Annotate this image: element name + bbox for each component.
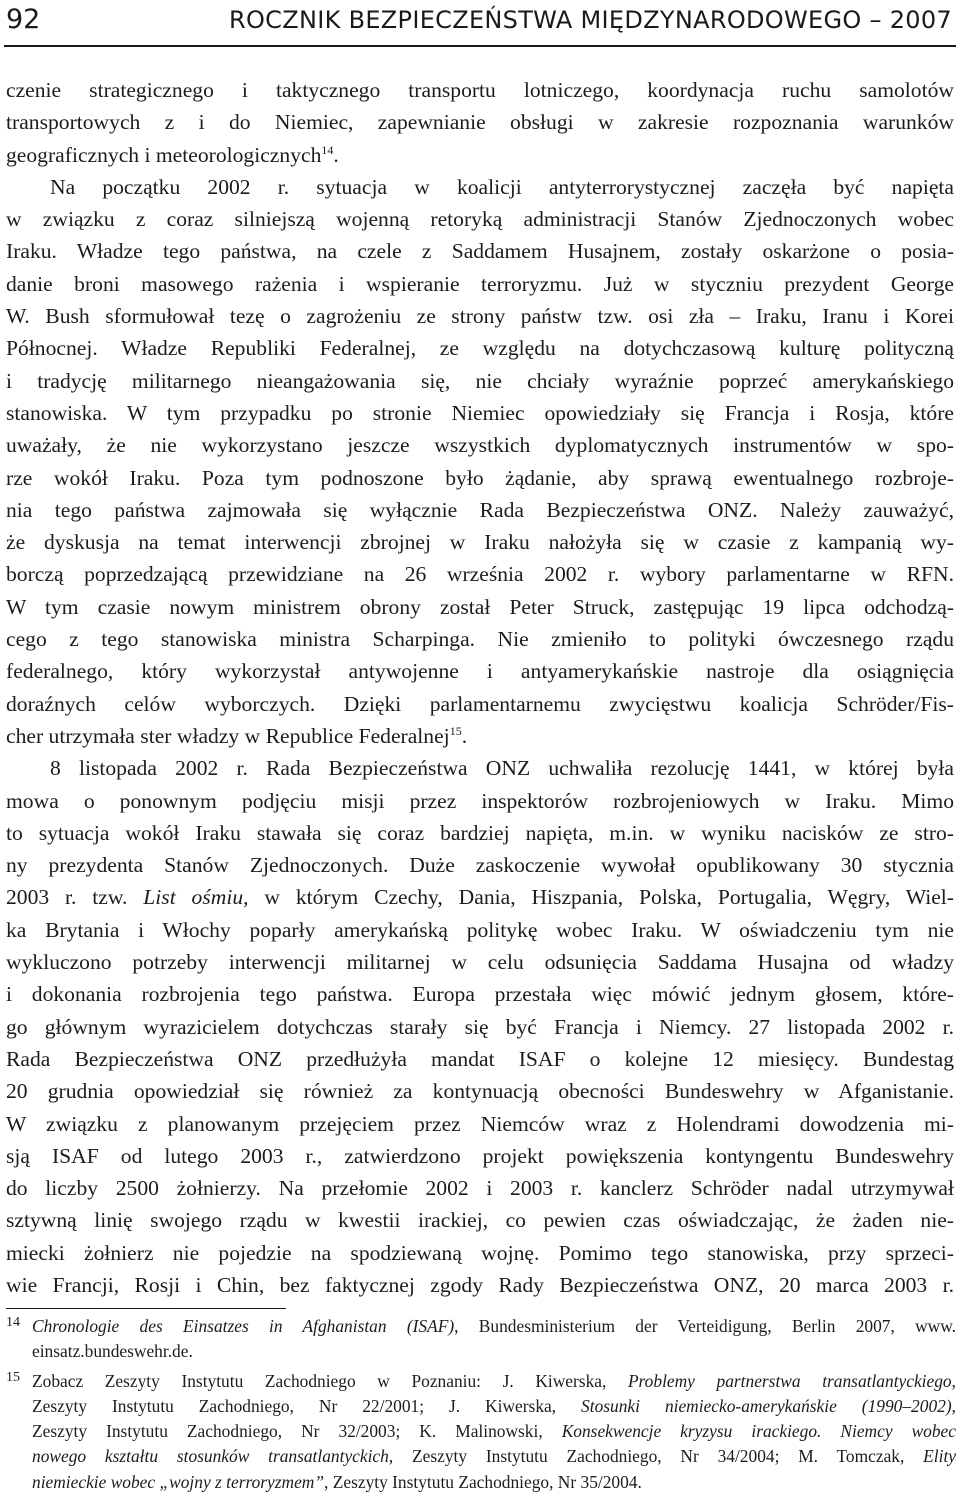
text-line: cher utrzymała ster władzy w Republice Federalnej$^{15}$. bbox=[6, 723, 468, 748]
text-line: W. Bush sformułował tezę o zagrożeniu ze strony państw tzw. osi zła – Iraku, Iranu i Korei bbox=[6, 304, 954, 329]
text-line: cego z tego stanowiska ministra Scharpinga. Nie zmieniło to polityki ówczesnego rządu bbox=[6, 627, 954, 652]
text-line: że dyskusja na temat interwencji zbrojnej w Iraku nałożyła się w czasie z kampanią wy- bbox=[6, 530, 954, 555]
running-title: ROCZNIK BEZPIECZEŃSTWA MIĘDZYNARODOWEGO – 2007 bbox=[229, 6, 952, 34]
page-number: 92 bbox=[6, 4, 41, 35]
footnote-line: Chronologie des Einsatzes in Afghanistan (ISAF), Bundesministerium der Verteidigung, Berlin 2007, www. bbox=[32, 1316, 957, 1336]
text-line: czenie strategicznego i taktycznego transportu lotniczego, koordynacja ruchu samolotów bbox=[6, 78, 954, 102]
text-line: Rada Bezpieczeństwa ONZ przedłużyła mandat ISAF o kolejne 12 miesięcy. Bundestag bbox=[6, 1046, 954, 1071]
footnote-ref-15[interactable]: 15 bbox=[449, 723, 462, 738]
text-line: danie broni masowego rażenia i wspieranie terroryzmu. Już w styczniu prezydent George bbox=[6, 271, 954, 296]
footnote-line: Zobacz Zeszyty Instytutu Zachodniego w Poznaniu: J. Kiwerska, Problemy partnerstwa transatlantyckiego, bbox=[32, 1370, 956, 1391]
text-line: wykluczono potrzeby interwencji militarnej w celu odsunięcia Saddama Husajna od władzy bbox=[6, 950, 954, 975]
text-line: borczą poprzedzającą przewidziane na 26 września 2002 r. wybory parlamentarne w RFN. bbox=[6, 562, 954, 587]
text-line: go głównym wyrazicielem dotychczas starały się być Francja i Niemcy. 27 listopada 2002 r. bbox=[6, 1014, 954, 1039]
footnote-line: niemieckie wobec „wojny z terroryzmem”, Zeszyty Instytutu Zachodniego, Nr 35/2004. bbox=[32, 1471, 642, 1492]
footnote-line: Zeszyty Instytutu Zachodniego, Nr 22/2001; J. Kiwerska, Stosunki niemiecko-amerykańskie (1990–2002), bbox=[32, 1395, 956, 1416]
footnote-15 bbox=[6, 1369, 956, 1495]
text-line: federalnego, który wykorzystał antywojenne i antyamerykańskie nastroje dla osiągnięcia bbox=[6, 659, 954, 684]
text-line: rze wokół Iraku. Poza tym podnoszone było żądanie, aby sprawą ewentualnego rozbroje- bbox=[6, 465, 954, 490]
body-text bbox=[6, 74, 954, 1301]
text-line: W tym czasie nowym ministrem obrony został Peter Struck, zastępując 19 lipca odchodzą- bbox=[6, 594, 954, 619]
text-line: Iraku. Władze tego państwa, na czele z Saddamem Husajnem, zostały oskarżone o posia- bbox=[6, 239, 954, 264]
text-line: doraźnych celów wyborczych. Dzięki parlamentarnemu zwycięstwu koalicja Schröder/Fis- bbox=[6, 691, 954, 716]
text-line: mowa o ponownym podjęciu misji przez inspektorów rozbrojeniowych w Iraku. Mimo bbox=[6, 788, 954, 813]
footnotes bbox=[6, 1314, 956, 1495]
footnote-line: einsatz.bundeswehr.de. bbox=[32, 1341, 193, 1362]
footnote-separator bbox=[6, 1308, 286, 1309]
footnote-line: Zeszyty Instytutu Zachodniego, Nr 32/2003; K. Malinowski, Konsekwencje kryzysu irackiego. Niemcy wobec bbox=[32, 1421, 956, 1442]
text-line: wie Francji, Rosji i Chin, bez faktycznej zgody Rady Bezpieczeństwa ONZ, 20 marca 2003 r. bbox=[6, 1272, 954, 1297]
running-header bbox=[4, 4, 956, 42]
text-line: W związku z planowanym przejęciem przez Niemców wraz z Holendrami dowodzenia mi- bbox=[6, 1111, 954, 1136]
text-line: stanowiska. W tym przypadku po stronie Niemiec opowiedziały się Francja i Rosja, które bbox=[6, 400, 954, 425]
header-rule bbox=[4, 45, 956, 47]
footnote-14 bbox=[6, 1314, 956, 1365]
text-line: nia tego państwa zajmowała się wyłącznie Rada Bezpieczeństwa ONZ. Należy zauważyć, bbox=[6, 497, 954, 522]
text-line: to sytuacja wokół Iraku stawała się coraz bardziej napięta, m.in. w wyniku nacisków ze stro- bbox=[6, 820, 954, 845]
text-line: miecki żołnierz nie pojedzie na spodziewaną wojnę. Pomimo tego stanowiska, przy sprzeci- bbox=[6, 1240, 954, 1265]
footnote-marker: 15 bbox=[6, 1369, 20, 1385]
footnote-line: nowego kształtu stosunków transatlantyckich, Zeszyty Instytutu Zachodniego, Nr 34/2004; M. Tomczak, Elity bbox=[32, 1446, 956, 1467]
footnote-ref-14[interactable]: 14 bbox=[321, 142, 334, 157]
text-line: sją ISAF od lutego 2003 r., zatwierdzono projekt powiększenia kontyngentu Bundeswehry bbox=[6, 1143, 954, 1168]
text-line: 8 listopada 2002 r. Rada Bezpieczeństwa ONZ uchwaliła rezolucję 1441, w której była bbox=[50, 756, 954, 781]
text-line: sztywną linię swojego rządu w kwestii irackiej, co pewien czas oświadczając, że żaden nie- bbox=[6, 1208, 954, 1233]
text-line: w związku z coraz silniejszą wojenną retoryką administracji Stanów Zjednoczonych wobec bbox=[6, 207, 954, 232]
text-line: i dokonania rozbrojenia tego państwa. Europa przestała więc mówić jednym głosem, które- bbox=[6, 982, 954, 1007]
text-line: Na początku 2002 r. sytuacja w koalicji antyterrorystycznej zaczęła być napięta bbox=[50, 174, 954, 199]
italic-title-list-osmiu: List ośmiu bbox=[143, 885, 244, 910]
text-line: i tradycję militarnego nieangażowania się, nie chciały wyraźnie poprzeć amerykańskiego bbox=[6, 368, 954, 393]
text-line: Północnej. Władze Republiki Federalnej, ze względu na dotychczasową kulturę polityczną bbox=[6, 336, 954, 361]
text-line: geograficznych i meteorologicznych$^{14}$. bbox=[6, 142, 339, 167]
text-line: ny prezydenta Stanów Zjednoczonych. Duże zaskoczenie wywołał opublikowany 30 stycznia bbox=[6, 853, 954, 878]
text-line: transportowych z i do Niemiec, zapewnianie obsługi w zakresie rozpoznania warunków bbox=[6, 110, 954, 135]
text-line: uważały, że nie wykorzystano jeszcze wszystkich dyplomatycznych instrumentów w spo- bbox=[6, 433, 954, 458]
text-line: do liczby 2500 żołnierzy. Na przełomie 2002 i 2003 r. kanclerz Schröder nadal utrzymywał bbox=[6, 1176, 954, 1201]
footnote-marker: 14 bbox=[6, 1315, 20, 1330]
text-line: 2003 r. tzw. List ośmiu, w którym Czechy, Dania, Hiszpania, Polska, Portugalia, Węgry, Wiel- bbox=[6, 885, 954, 910]
text-line: 20 grudnia opowiedział się również za kontynuacją obecności Bundeswehry w Afganistanie. bbox=[6, 1079, 954, 1104]
text-line: ka Brytania i Włochy poparły amerykańską politykę wobec Iraku. W oświadczeniu tym nie bbox=[6, 917, 954, 942]
